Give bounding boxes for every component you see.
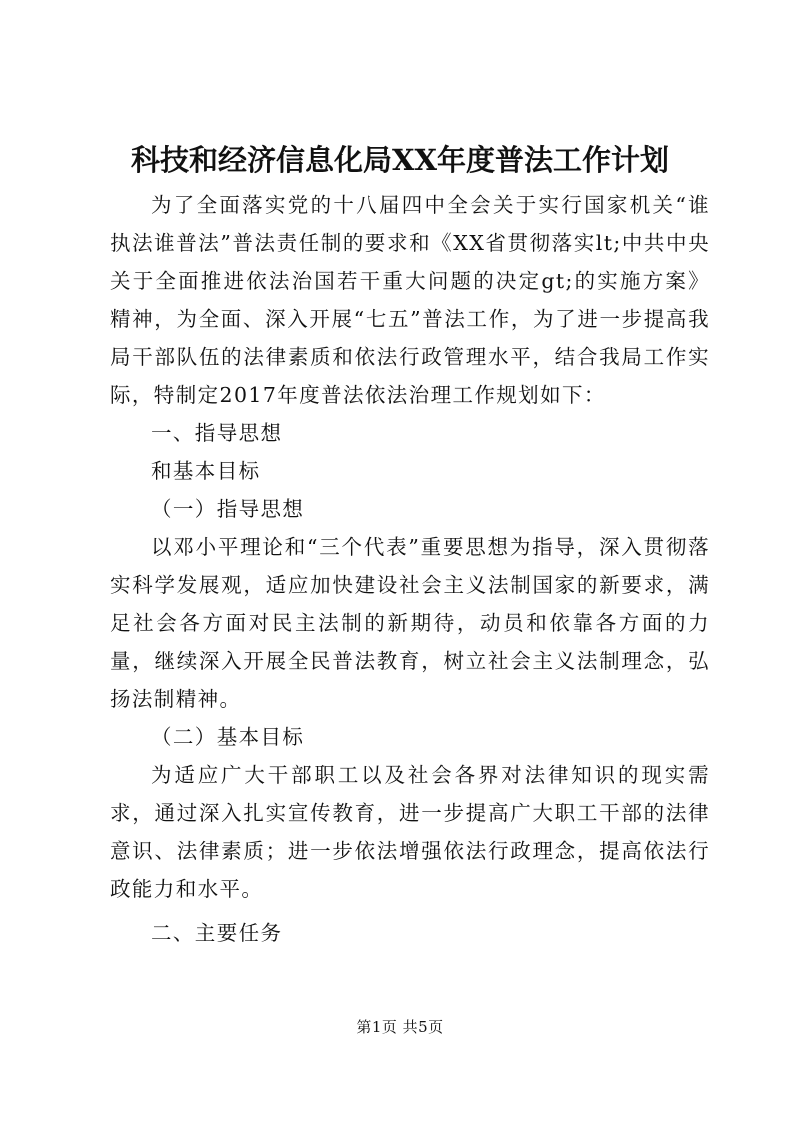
document-title: 科技和经济信息化局XX年度普法工作计划 bbox=[130, 143, 669, 177]
basic-goals-paragraph: 为适应广大干部职工以及社会各界对法律知识的现实需求，通过深入扎实宣传教育，进一步提高广大职工干部的法律意识、法律素质；进一步依法增强依法行政理念，提高依法行政能力和水平。 bbox=[110, 763, 710, 901]
section-heading-main-tasks: 二、主要任务 bbox=[151, 921, 283, 945]
section-heading-guiding-thought: 一、指导思想 bbox=[151, 421, 283, 445]
section-heading-basic-goals: 和基本目标 bbox=[151, 459, 261, 483]
page-number-footer: 第1页 共5页 bbox=[356, 1018, 444, 1036]
guiding-thought-paragraph: 以邓小平理论和“三个代表”重要思想为指导，深入贯彻落实科学发展观，适应加快建设社会主义法制国家的新要求，满足社会各方面对民主法制的新期待，动员和依靠各方面的力量，继续深入开展全民普法教育，树立社会主义法制理念，弘扬法制精神。 bbox=[110, 535, 710, 711]
document-body bbox=[110, 186, 710, 952]
subsection-heading-guiding-thought: （一）指导思想 bbox=[151, 497, 305, 521]
intro-paragraph: 为了全面落实党的十八届四中全会关于实行国家机关“谁执法谁普法”普法责任制的要求和《XX省贯彻落实lt;中共中央关于全面推进依法治国若干重大问题的决定gt;的实施方案》精神，为全面、深入开展“七五”普法工作，为了进一步提高我局干部队伍的法律素质和依法行政管理水平，结合我局工作实际，特制定2017年度普法依法治理工作规划如下： bbox=[110, 193, 710, 407]
subsection-heading-basic-goals: （二）基本目标 bbox=[151, 725, 305, 749]
